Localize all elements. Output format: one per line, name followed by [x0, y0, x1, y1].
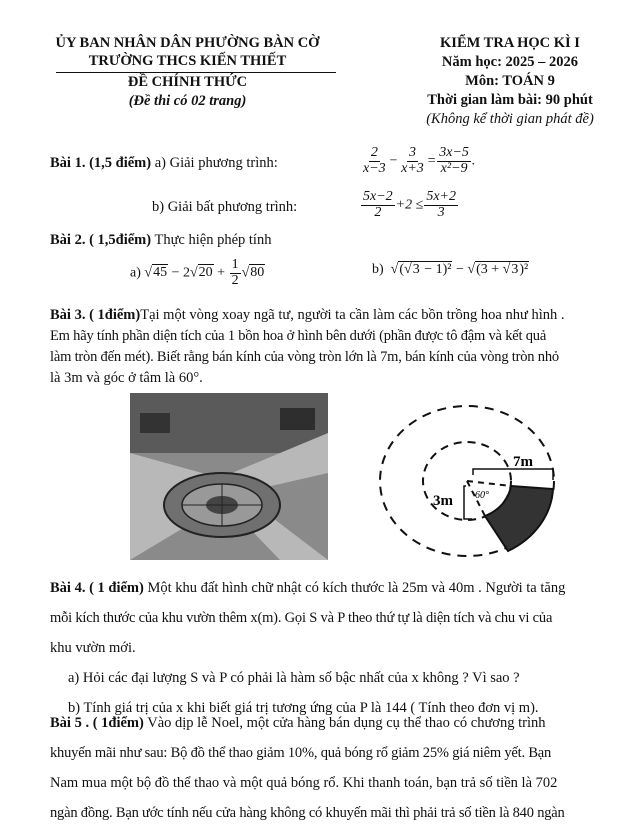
- radicand: 3: [412, 262, 420, 277]
- school-year: Năm học: 2025 – 2026: [441, 54, 579, 70]
- text-line: Em hãy tính phần diện tích của 1 bồn hoa ở hình bên dưới (phần được tô đậm và kết quả: [50, 328, 547, 344]
- school-name: TRƯỜNG THCS KIẾN THIẾT: [88, 53, 287, 69]
- bai4-text: [50, 573, 595, 723]
- numerator: 5x+2: [426, 189, 456, 204]
- radicand: 20: [198, 265, 213, 281]
- header-right: [410, 34, 610, 129]
- operator: +: [217, 265, 226, 281]
- text-line: làm tròn đến mét). Biết rằng bán kính của vòng tròn lớn là 7m, bán kính của vòng tròn nhỏ: [50, 349, 559, 365]
- shaded-flowerbed: [485, 486, 553, 551]
- bai5-text: [50, 708, 595, 828]
- radicand: 80: [250, 265, 265, 281]
- period: .: [471, 153, 476, 169]
- duration: Thời gian làm bài: 90 phút: [427, 92, 593, 108]
- numerator: 3: [408, 145, 416, 160]
- denominator: x+3: [401, 160, 424, 176]
- numerator: 3x−5: [439, 145, 469, 160]
- bai1-a-label: a) Giải phương trình:: [154, 155, 278, 171]
- duration-note: (Không kể thời gian phát đề): [426, 111, 594, 127]
- subject: Môn: TOÁN 9: [465, 73, 555, 89]
- inner-radius-label: 3m: [433, 493, 453, 509]
- operator: −: [388, 153, 399, 169]
- bai2-b-expression: b) √(√3 − 1)² − √(3 + √3)²: [372, 262, 529, 277]
- bai1-b-label: b) Giải bất phương trình:: [152, 199, 298, 215]
- denominator: 3: [437, 204, 445, 220]
- bai2-header: [50, 232, 271, 249]
- bai3-title: Bài 3. ( 1điểm): [50, 307, 141, 323]
- text-line: ngàn đồng. Bạn ước tính nếu cửa hàng không có khuyến mãi thì phải trả số tiền là 840 ngàn: [50, 805, 565, 821]
- exam-title: KIỂM TRA HỌC KÌ I: [440, 35, 580, 51]
- bai4-question-a: a) Hỏi các đại lượng S và P có phải là hàm số bậc nhất của x không ? Vì sao ?: [68, 670, 520, 686]
- bai4-question-b: b) Tính giá trị của x khi biết giá trị tương ứng của P là 144 ( Tính theo đơn vị m).: [68, 700, 539, 716]
- bai2-title: Bài 2. ( 1,5điểm): [50, 232, 152, 248]
- operator: =: [426, 153, 437, 169]
- numerator: 2: [370, 145, 378, 160]
- header-left: [40, 34, 335, 70]
- bai4-title: Bài 4. ( 1 điểm): [50, 580, 144, 596]
- term: − 1)²: [420, 262, 452, 277]
- angle-label: 60°: [475, 490, 489, 501]
- text-line: Nam mua một bộ đồ thể thao và một quả bóng rổ. Khi thanh toán, bạn trả số tiền là 702: [50, 775, 558, 791]
- numerator: 1: [231, 257, 239, 272]
- denominator: x²−9: [440, 160, 468, 176]
- denominator: 2: [374, 204, 382, 220]
- numerator: 5x−2: [363, 189, 393, 204]
- text-line: Tại một vòng xoay ngã tư, người ta cần làm các bồn trồng hoa như hình .: [140, 307, 565, 323]
- bai2-b-label: b): [372, 262, 384, 277]
- authority-name: ỦY BAN NHÂN DÂN PHƯỜNG BÀN CỜ: [55, 35, 320, 51]
- pages-note: (Đề thi có 02 trang): [128, 93, 247, 109]
- text-line: khuyến mãi như sau: Bộ đồ thể thao giảm 10%, quả bóng rổ giảm 25% giá niêm yết. Bạn: [50, 745, 552, 761]
- bai1-a-line: [50, 155, 278, 172]
- text-line: khu vườn mới.: [50, 640, 136, 656]
- bai2-a-label: a): [130, 265, 141, 281]
- bai2-text: Thực hiện phép tính: [154, 232, 272, 248]
- operator: −: [455, 262, 464, 277]
- header-left-sub: [40, 73, 335, 111]
- bai2-a-expression: a) √45 − 2√20 + $\frac{1}{2}$ √80: [130, 257, 265, 288]
- paren: )²: [519, 262, 529, 277]
- text-line: mỗi kích thước của khu vườn thêm x(m). Gọi S và P theo thứ tự là diện tích và chu vi của: [50, 610, 553, 626]
- bai1-b-inequality: [360, 190, 459, 220]
- flowerbed-diagram: [370, 395, 580, 565]
- text-line: Một khu đất hình chữ nhật có kích thước là 25m và 40m . Người ta tăng: [147, 580, 566, 596]
- roundabout-photo: [130, 393, 328, 560]
- official-label: ĐỀ CHÍNH THỨC: [127, 74, 248, 90]
- denominator: x−3: [363, 160, 386, 176]
- outer-radius-label: 7m: [513, 454, 533, 470]
- bai1-title: Bài 1. (1,5 điểm): [50, 155, 152, 171]
- radicand: 3: [511, 262, 519, 277]
- term: − 2: [171, 265, 190, 281]
- radicand: 45: [153, 265, 168, 281]
- paren: (: [399, 262, 405, 277]
- denominator: 2: [231, 272, 239, 288]
- term: (3 +: [476, 262, 503, 277]
- text-line: là 3m và góc ở tâm là 60°.: [50, 370, 203, 386]
- bai5-title: Bài 5 . ( 1điểm): [50, 715, 144, 731]
- text-line: Vào dịp lễ Noel, một cửa hàng bán dụng cụ thể thao có chương trình: [147, 715, 546, 731]
- operator: +2 ≤: [395, 197, 424, 213]
- bai1-a-equation: [360, 146, 475, 176]
- bai3-text: [50, 305, 595, 389]
